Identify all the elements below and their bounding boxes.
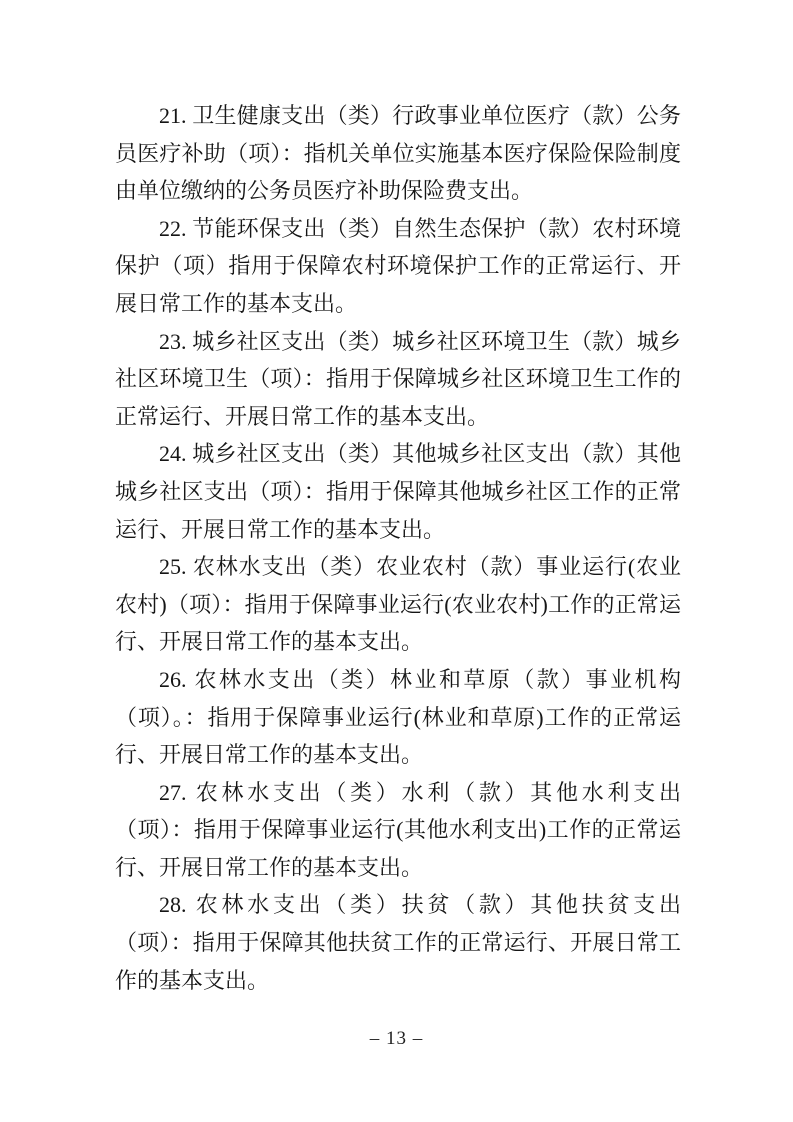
paragraph-28: 28. 农林水支出（类）扶贫（款）其他扶贫支出（项）：指用于保障其他扶贫工作的正常运行、开展日常工作的基本支出。: [115, 892, 681, 993]
paragraph-27: 27. 农林水支出（类）水利（款）其他水利支出（项）：指用于保障事业运行(其他水利支出)工作的正常运行、开展日常工作的基本支出。: [115, 779, 681, 880]
paragraph-26: 26. 农林水支出（类）林业和草原（款）事业机构（项）。：指用于保障事业运行(林业和草原)工作的正常运行、开展日常工作的基本支出。: [115, 666, 681, 768]
paragraph-24: 24. 城乡社区支出（类）其他城乡社区支出（款）其他城乡社区支出（项）：指用于保障其他城乡社区工作的正常运行、开展日常工作的基本支出。: [115, 441, 681, 542]
paragraph-25: 25. 农林水支出（类）农业农村（款）事业运行(农业农村)（项）：指用于保障事业运行(农业农村)工作的正常运行、开展日常工作的基本支出。: [115, 554, 681, 655]
paragraph-23: 23. 城乡社区支出（类）城乡社区环境卫生（款）城乡社区环境卫生（项）：指用于保障城乡社区环境卫生工作的正常运行、开展日常工作的基本支出。: [115, 328, 681, 429]
paragraph-21: 21. 卫生健康支出（类）行政事业单位医疗（款）公务员医疗补助（项）：指机关单位实施基本医疗保险保险制度由单位缴纳的公务员医疗补助保险费支出。: [115, 103, 681, 204]
page-body: [115, 97, 681, 999]
page-number: – 13 –: [369, 1028, 424, 1049]
paragraph-22: 22. 节能环保支出（类）自然生态保护（款）农村环境保护（项）指用于保障农村环境保护工作的正常运行、开展日常工作的基本支出。: [115, 215, 681, 316]
